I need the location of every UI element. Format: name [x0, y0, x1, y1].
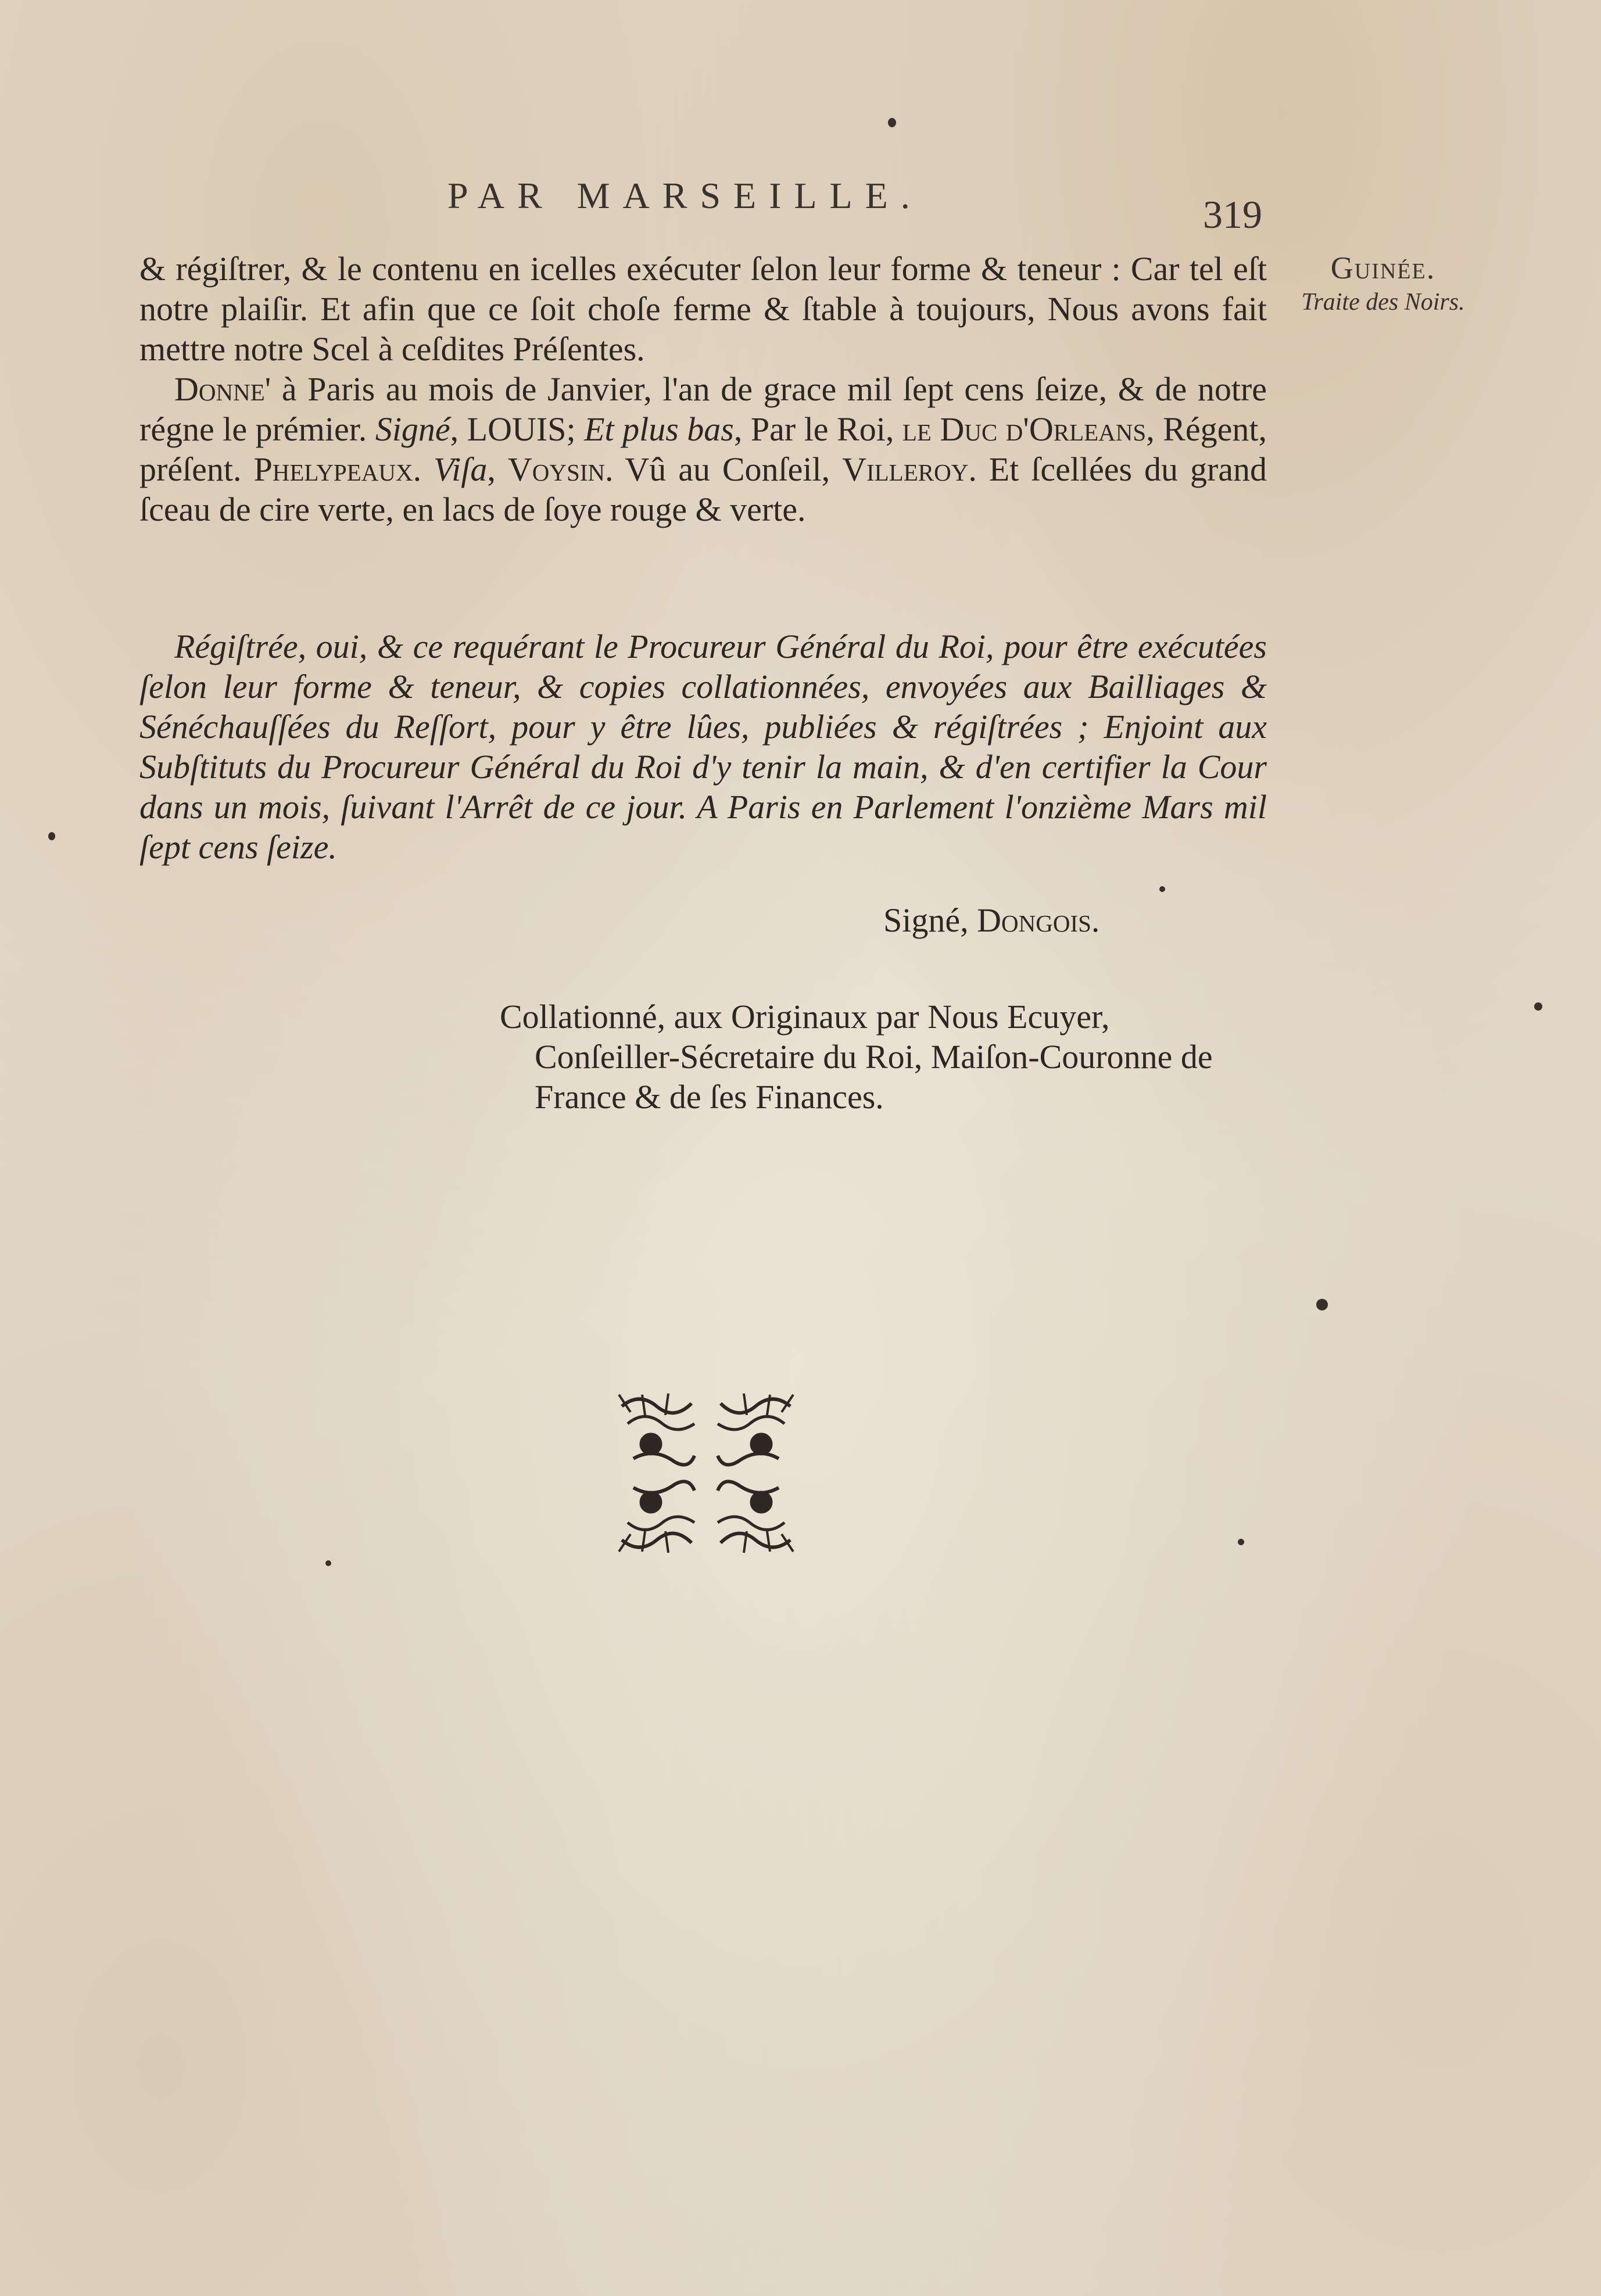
foxing-speck — [1534, 1002, 1542, 1011]
foxing-speck — [48, 832, 55, 840]
villeroy-name: Villeroy — [842, 450, 969, 488]
paragraph-conclusion: & régiſtrer, & le contenu en icelles exécuter ſelon leur forme & teneur : Car tel eſt notre plaiſir. Et afin que ce ſoit choſe ferme & ſtable à toujours, Nous avons fait mettre notre Scel à ceſdites Préſentes. — [139, 250, 1267, 368]
foxing-speck — [325, 1560, 331, 1566]
paragraph-donne: Donne' à Paris au mois de Janvier, l'an de grace mil ſept cens ſeize, & de notre régne le prémier. Signé, LOUIS; Et plus bas, Par le Roi, le Duc d'Orleans, Régent, préſent. Phelypeaux. Viſa, Voysin. Vû au Conſeil, Villeroy. Et ſcellées du grand ſceau de cire verte, en lacs de ſoye rouge & verte. — [139, 370, 1267, 528]
foxing-speck — [1238, 1539, 1244, 1545]
registration-note — [139, 626, 1267, 867]
page-number: 319 — [1203, 192, 1262, 237]
voysin-name: Voysin — [507, 450, 606, 488]
foxing-speck — [1159, 886, 1165, 892]
margin-note — [1261, 250, 1505, 316]
foxing-speck — [888, 118, 896, 127]
phelypeaux-name: Phelypeaux — [253, 450, 413, 488]
collation-first-line: Collationné, aux Originaux par Nous Ecuyer, — [500, 998, 1110, 1036]
running-head: PAR MARSEILLE. — [447, 175, 923, 216]
collation-rest: Conſeiller-Sécretaire du Roi, Maiſon-Couronne de France & de ſes Finances. — [535, 1038, 1213, 1116]
signature-line: Signé, Dongois. — [883, 901, 1100, 939]
margin-note-subtitle: Traite des Noirs. — [1301, 289, 1465, 316]
collation-note — [500, 997, 1267, 1117]
registration-text: Régiſtrée, oui, & ce requérant le Procureur Général du Roi, pour être exécutées ſelon leur forme & teneur, & copies collationnées, envoyées aux Bailliages & Sénéchauſſées du Reſſort, pour y être lûes, publiées & régiſtrées ; Enjoint aux Subſtituts du Procureur Général du Roi d'y tenir la main, & d'en certifier la Cour dans un mois, ſuivant l'Arrêt de ce jour. A Paris en Parlement l'onzième Mars mil ſept cens ſeize. — [139, 628, 1267, 866]
fleuron-ornament-icon — [610, 1389, 802, 1557]
donne-word: Donne' — [174, 370, 271, 408]
duc-orleans-name: le Duc d'Orleans — [902, 410, 1147, 448]
margin-note-title: Guinée. — [1330, 250, 1436, 285]
foxing-speck — [1316, 1299, 1328, 1310]
main-text — [139, 249, 1267, 529]
signature-name: Dongois. — [977, 901, 1100, 939]
